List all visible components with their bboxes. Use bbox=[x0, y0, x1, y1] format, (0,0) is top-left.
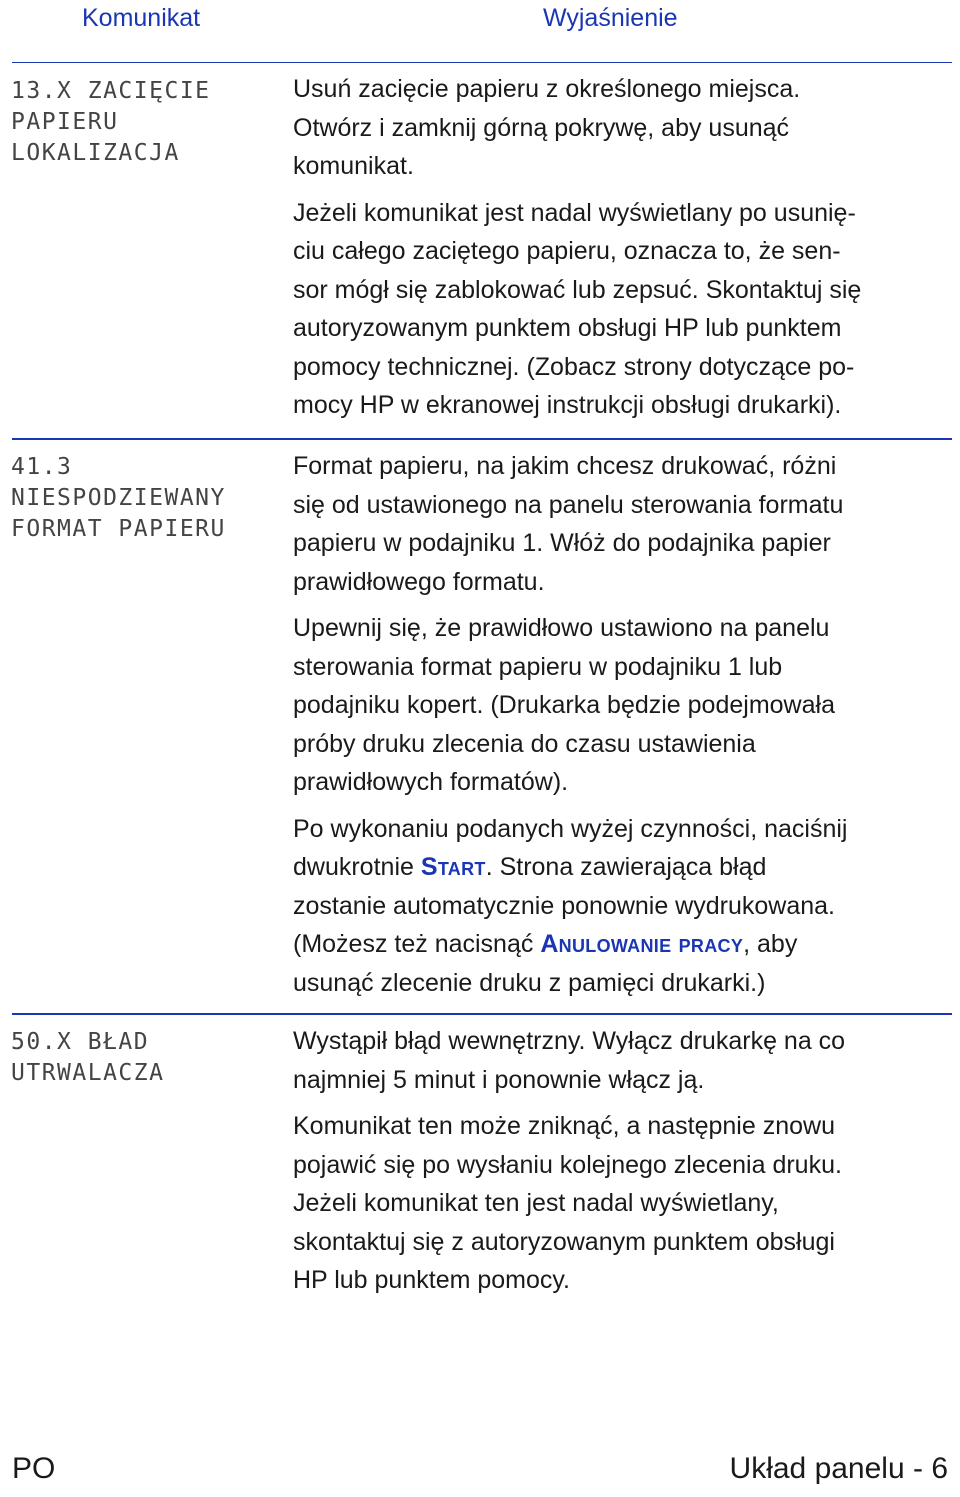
text-line: Jeżeli komunikat ten jest nadal wyświetlany, bbox=[293, 1189, 779, 1217]
text-line: Jeżeli komunikat jest nadal wyświetlany po usunię- bbox=[293, 198, 856, 227]
text-line: Upewnij się, że prawidłowo ustawiono na panelu bbox=[293, 614, 830, 642]
message-code-line: 50.X BŁAD bbox=[11, 1029, 150, 1055]
message-code-13x bbox=[11, 76, 211, 169]
text-line: najmniej 5 minut i ponownie włącz ją. bbox=[293, 1065, 705, 1094]
text-fragment: , aby bbox=[743, 930, 798, 958]
explanation-paragraph bbox=[293, 1022, 953, 1099]
text-line: skontaktuj się z autoryzowanym punktem obsługi bbox=[293, 1227, 835, 1256]
text-line: pojawić się po wysłaniu kolejnego zlecenia druku. bbox=[293, 1150, 842, 1179]
column-header-message: Komunikat bbox=[82, 4, 201, 32]
explanation-paragraph bbox=[293, 447, 953, 601]
text-line: pomocy technicznej. (Zobacz strony dotyczące po- bbox=[293, 352, 855, 381]
explanation-paragraph bbox=[293, 194, 953, 425]
explanation-50x bbox=[293, 1022, 953, 1308]
text-line: Format papieru, na jakim chcesz drukować, różni bbox=[293, 452, 837, 480]
message-code-41-3 bbox=[11, 452, 226, 545]
message-code-line: LOKALIZACJA bbox=[11, 140, 180, 166]
message-code-line: NIESPODZIEWANY bbox=[11, 485, 226, 511]
cancel-job-key-label: Anulowanie pracy bbox=[540, 930, 744, 958]
row-divider bbox=[12, 1013, 952, 1015]
text-line: usunąć zlecenie druku z pamięci drukarki.) bbox=[293, 968, 766, 997]
message-code-line: PAPIERU bbox=[11, 109, 119, 135]
text-fragment: dwukrotnie bbox=[293, 853, 421, 881]
text-line: papieru w podajniku 1. Włóż do podajnika papier bbox=[293, 529, 831, 557]
text-line: próby druku zlecenia do czasu ustawienia bbox=[293, 729, 756, 758]
text-line bbox=[293, 848, 953, 887]
text-line: Wystąpił błąd wewnętrzny. Wyłącz drukarkę na co bbox=[293, 1027, 846, 1055]
text-line: ciu całego zaciętego papieru, oznacza to, że sen- bbox=[293, 237, 841, 265]
text-line bbox=[293, 925, 953, 964]
text-line: prawidłowych formatów). bbox=[293, 768, 569, 796]
start-key-label: Start bbox=[420, 853, 486, 881]
text-line: podajniku kopert. (Drukarka będzie podejmowała bbox=[293, 691, 835, 719]
text-line: prawidłowego formatu. bbox=[293, 567, 545, 596]
text-line: HP lub punktem pomocy. bbox=[293, 1266, 570, 1294]
explanation-paragraph bbox=[293, 70, 953, 186]
header-divider bbox=[12, 62, 952, 63]
text-line: autoryzowanym punktem obsługi HP lub punktem bbox=[293, 314, 842, 342]
explanation-paragraph bbox=[293, 810, 953, 1003]
text-fragment: (Możesz też nacisnąć bbox=[293, 930, 541, 958]
text-line: mocy HP w ekranowej instrukcji obsługi drukarki). bbox=[293, 391, 842, 419]
text-line: Po wykonaniu podanych wyżej czynności, naciśnij bbox=[293, 814, 848, 843]
footer-language-code: PO bbox=[12, 1452, 56, 1485]
text-line: Otwórz i zamknij górną pokrywę, aby usunąć bbox=[293, 113, 790, 142]
row-divider bbox=[12, 438, 952, 440]
explanation-13x bbox=[293, 70, 953, 433]
text-line: sor mógł się zablokować lub zepsuć. Skontaktuj się bbox=[293, 275, 862, 304]
text-line: zostanie automatycznie ponownie wydrukowana. bbox=[293, 891, 835, 920]
text-line: Komunikat ten może zniknąć, a następnie znowu bbox=[293, 1112, 835, 1140]
text-line: sterowania format papieru w podajniku 1 lub bbox=[293, 652, 783, 681]
text-line: Usuń zacięcie papieru z określonego miejsca. bbox=[293, 75, 801, 103]
text-line: się od ustawionego na panelu sterowania formatu bbox=[293, 490, 844, 519]
message-code-line: UTRWALACZA bbox=[11, 1060, 165, 1086]
explanation-paragraph bbox=[293, 1107, 953, 1300]
footer-page-label: Układ panelu - 6 bbox=[729, 1452, 948, 1485]
explanation-41-3 bbox=[293, 447, 953, 1010]
text-fragment: . Strona zawierająca błąd bbox=[485, 853, 767, 881]
text-line: komunikat. bbox=[293, 152, 414, 180]
message-code-line: 41.3 bbox=[11, 454, 73, 480]
message-code-50x bbox=[11, 1027, 164, 1089]
message-code-line: FORMAT PAPIERU bbox=[11, 516, 226, 542]
explanation-paragraph bbox=[293, 609, 953, 802]
column-header-explanation: Wyjaśnienie bbox=[543, 4, 678, 32]
message-code-line: 13.X ZACIĘCIE bbox=[11, 78, 211, 104]
